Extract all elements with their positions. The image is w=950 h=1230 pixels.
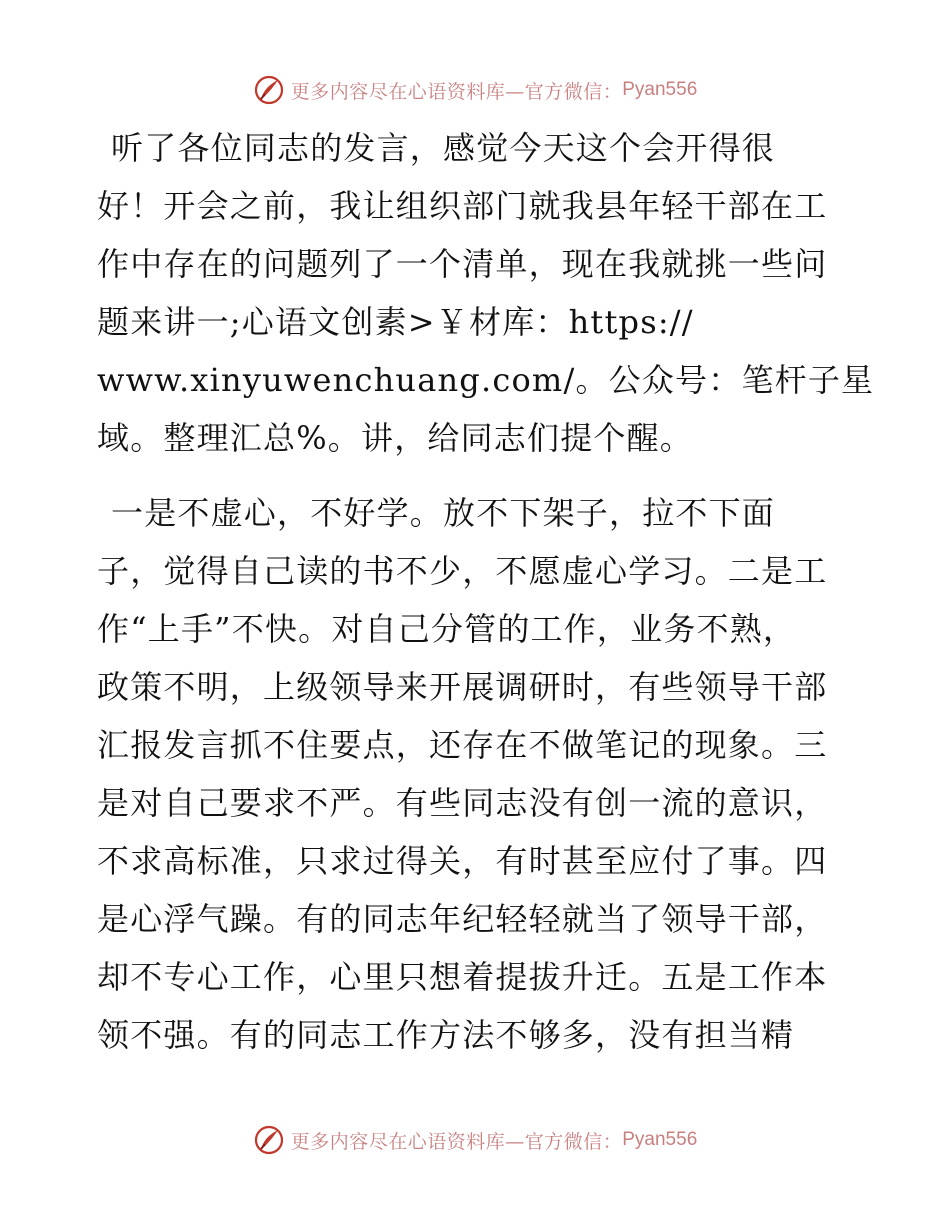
paragraph-line: 域。整理汇总%。讲，给同志们提个醒。 [97, 419, 694, 457]
paragraph-line: 好！开会之前，我让组织部门就我县年轻干部在工 [97, 187, 828, 225]
quill-logo-icon [253, 1124, 285, 1156]
banner-wechat-handle: Pyan556 [622, 79, 698, 100]
paragraph-line: 汇报发言抓不住要点，还存在不做笔记的现象。三 [97, 726, 828, 764]
paragraph-line: 作“上手”不快。对自己分管的工作，业务不熟， [97, 610, 797, 648]
banner-wechat-handle: Pyan556 [622, 1129, 698, 1150]
paragraph-line: 是心浮气躁。有的同志年纪轻轻就当了领导干部， [97, 900, 828, 938]
paragraph-line: 题来讲一;心语文创素>￥材库：https:// [97, 303, 694, 341]
body-paragraph-2 [97, 484, 857, 1064]
banner-text: 更多内容尽在心语资料库—官方微信： [290, 1130, 623, 1153]
banner-text: 更多内容尽在心语资料库—官方微信： [290, 80, 623, 103]
header-watermark-banner [0, 70, 950, 110]
paragraph-line: 领不强。有的同志工作方法不够多，没有担当精 [97, 1016, 795, 1054]
paragraph-line: 不求高标准，只求过得关，有时甚至应付了事。四 [97, 842, 828, 880]
paragraph-line: www.xinyuwenchuang.com/。公众号：笔杆子星 [97, 361, 875, 399]
body-paragraph-1 [97, 119, 875, 467]
paragraph-line: 作中存在的问题列了一个清单，现在我就挑一些问 [97, 245, 828, 283]
paragraph-line: 政策不明，上级领导来开展调研时，有些领导干部 [97, 668, 828, 706]
quill-logo-icon [253, 74, 285, 106]
footer-watermark-banner [0, 1120, 950, 1160]
paragraph-line: 听了各位同志的发言，感觉今天这个会开得很 [111, 129, 776, 167]
paragraph-line: 子，觉得自己读的书不少，不愿虚心学习。二是工 [97, 552, 828, 590]
paragraph-line: 是对自己要求不严。有些同志没有创一流的意识， [97, 784, 828, 822]
paragraph-line: 一是不虚心，不好学。放不下架子，拉不下面 [111, 494, 776, 532]
paragraph-line: 却不专心工作，心里只想着提拔升迁。五是工作本 [97, 958, 828, 996]
